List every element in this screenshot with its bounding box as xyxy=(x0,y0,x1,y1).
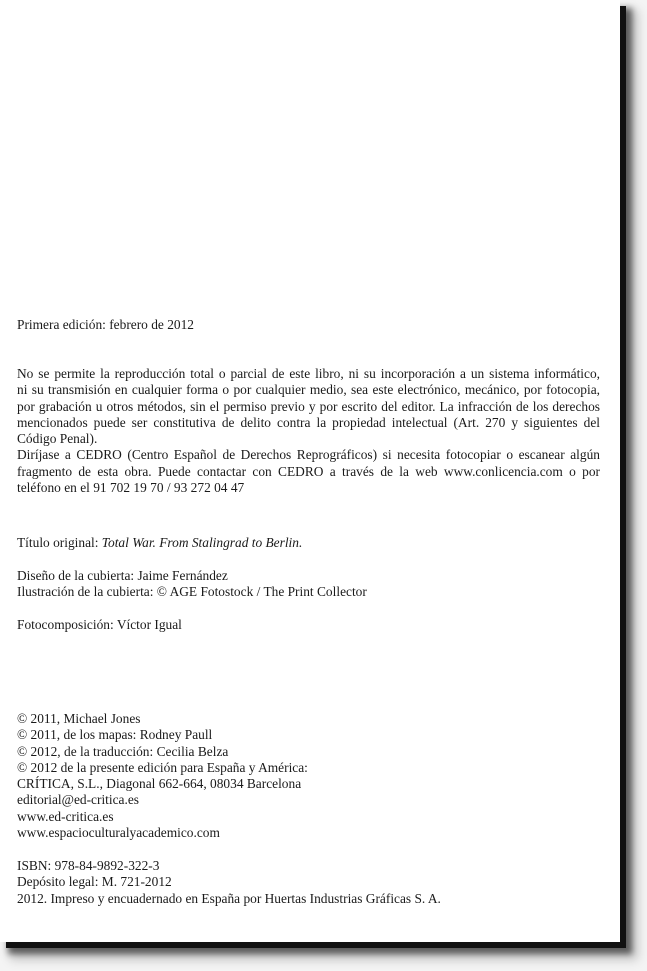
publisher-address: CRÍTICA, S.L., Diagonal 662-664, 08034 Barcelona xyxy=(17,776,302,792)
cover-credits xyxy=(17,568,600,601)
publisher-website: www.ed-critica.es xyxy=(17,808,114,824)
legal-block xyxy=(17,858,600,907)
copyright-line: © 2012, de la traducción: Cecilia Belza xyxy=(17,743,229,759)
rights-line: mencionados puede ser constitutiva de delito contra la propiedad intelectual (Art. 270 y siguientes del xyxy=(17,414,600,430)
rights-line: por grabación u otros métodos, sin el permiso previo y por escrito del editor. La infracción de los derechos xyxy=(17,398,600,414)
cedro-line: teléfono en el 91 702 19 70 / 93 272 04 47 xyxy=(17,480,245,496)
rights-notice xyxy=(17,366,600,496)
legal-deposit-line: Depósito legal: M. 721-2012 xyxy=(17,874,172,890)
rights-line: ni su transmisión en cualquier forma o por cualquier medio, sea este electrónico, mecánico, por fotocopia, xyxy=(17,382,600,398)
printer-line: 2012. Impreso y encuadernado en España por Huertas Industrias Gráficas S. A. xyxy=(17,890,441,906)
cover-design: Diseño de la cubierta: Jaime Fernández xyxy=(17,568,228,583)
original-title-value: Total War. From Stalingrad to Berlin. xyxy=(101,535,303,550)
copyright-line: © 2011, de los mapas: Rodney Paull xyxy=(17,727,213,743)
cedro-line: fragmento de esta obra. Puede contactar con CEDRO a través de la web www.conlicencia.com o por xyxy=(17,463,600,479)
isbn-line: ISBN: 978-84-9892-322-3 xyxy=(17,858,160,873)
cedro-line: Diríjase a CEDRO (Centro Español de Derechos Reprográficos) si necesita fotocopiar o escanear algún xyxy=(17,447,600,463)
rights-line: Código Penal). xyxy=(17,431,98,447)
copyright-line: © 2011, Michael Jones xyxy=(17,711,141,726)
typesetting-line: Fotocomposición: Víctor Igual xyxy=(17,617,182,632)
edition-line: Primera edición: febrero de 2012 xyxy=(17,317,194,332)
copyright-line: © 2012 de la presente edición para España y América: xyxy=(17,759,308,775)
publisher-website-2: www.espacioculturalyacademico.com xyxy=(17,825,220,841)
rights-line: No se permite la reproducción total o parcial de este libro, ni su incorporación a un sistema informático, xyxy=(17,366,600,381)
original-title xyxy=(17,535,600,551)
cover-illustration: Ilustración de la cubierta: © AGE Fotostock / The Print Collector xyxy=(17,584,367,600)
copyright-block xyxy=(17,711,600,841)
original-title-label: Título original: xyxy=(17,535,102,550)
publisher-email: editorial@ed-critica.es xyxy=(17,792,139,808)
